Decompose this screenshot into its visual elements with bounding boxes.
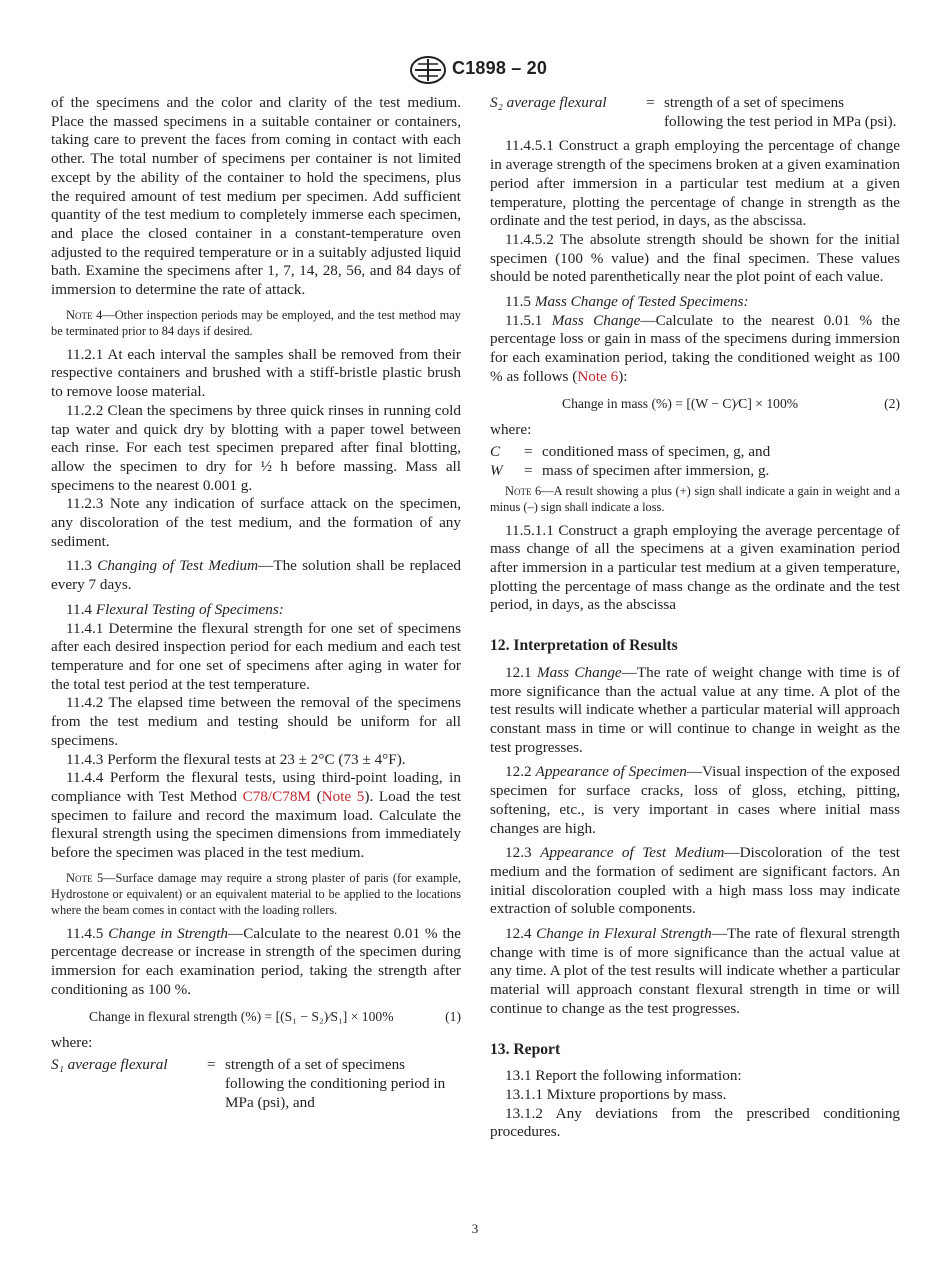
equation-2-number: (2) <box>884 395 900 411</box>
paragraph-11-3: 11.3 Changing of Test Medium—The solution shall be replaced every 7 days. <box>51 557 461 594</box>
definition-w: W = mass of specimen after immersion, g. <box>490 461 770 479</box>
note-5: Note 5—Surface damage may require a strong plaster of paris (for example, Hydrostone or equivalent) or an equivalent material to be applied to the locations where the beam comes in contact with the loading rollers. <box>51 870 461 917</box>
equation-1-text: Change in flexural strength (%) = [(S₁ − S₂)⁄S₁] × 100% <box>89 1008 394 1024</box>
left-column <box>51 94 461 1112</box>
section-12-heading: 12. Interpretation of Results <box>490 637 678 655</box>
page-header <box>0 56 950 86</box>
note-6: Note 6—A result showing a plus (+) sign shall indicate a gain in weight and a minus (–) sign shall indicate a loss. <box>490 483 900 514</box>
paragraph-11-5: 11.5 Mass Change of Tested Specimens: <box>505 293 749 311</box>
paragraph-11-4: 11.4 Flexural Testing of Specimens: <box>66 600 284 618</box>
paragraph-12-2: 12.2 Appearance of Specimen—Visual inspection of the exposed specimen for surface cracks, loss of gloss, etching, pitting, softening, etc., is very important in cases where initial mass changes are high. <box>490 763 901 837</box>
paragraph-11-4-5-1: 11.4.5.1 Construct a graph employing the percentage of change in average strength of the specimens broken at a given examination period after immersion in a particular test medium at a given temperature, plotting the percentage of change in strength as the ordinate and the test period, in days, as the abscissa. <box>490 137 900 230</box>
standard-designation: C1898 – 20 <box>452 58 548 78</box>
link-c78[interactable]: C78/C78M <box>242 787 311 805</box>
right-column <box>490 94 900 1142</box>
paragraph-13-1-2: 13.1.2 Any deviations from the prescribed conditioning procedures. <box>490 1104 900 1141</box>
paragraph-11-2-1: 11.2.1 At each interval the samples shall be removed from their respective containers and brushed with a stiff-bristle plastic brush to remove loose material. <box>51 345 461 401</box>
paragraph-11-4-1: 11.4.1 Determine the flexural strength for one set of specimens after each desired inspection period for each medium and each test temperature and for one set of specimens after aging in water for the total test period at the test temperature. <box>51 619 461 693</box>
astm-logo-icon <box>409 56 447 84</box>
paragraph-13-1: 13.1 Report the following information: <box>505 1067 742 1085</box>
paragraph-11-4-5-2: 11.4.5.2 The absolute strength should be shown for the initial specimen (100 % value) and the final specimen. These values should be noted parenthetically near the plot point of each value. <box>490 230 900 286</box>
equation-1 <box>51 1006 461 1028</box>
paragraph-11-4-3: 11.4.3 Perform the flexural tests at 23 ± 2°C (73 ± 4°F). <box>66 750 406 768</box>
definition-s1: S₁ average flexural = strength of a set of specimens following the conditioning period in MPa (psi), and <box>51 1056 446 1111</box>
link-note-5[interactable]: Note 5 <box>321 787 365 805</box>
equation-2 <box>490 393 900 415</box>
definition-c: C = conditioned mass of specimen, g, and <box>490 443 771 461</box>
paragraph-11-2-2: 11.2.2 Clean the specimens by three quick rinses in running cold tap water and quick dry by blotting with a paper towel between each rinse. For each test specimen prepared after final blotting, allow the specimen to dry for ½ h before massing. Mass all specimens to the nearest 0.001 g. <box>51 401 461 494</box>
paragraph-12-4: 12.4 Change in Flexural Strength—The rate of flexural strength change with time is of more significance than the actual value at any time. A plot of the test results will indicate whether a particular material will approach constant flexural strength in time or will continue to change as the test progresses. <box>490 925 901 1017</box>
where-label-1: where: <box>51 1033 93 1051</box>
paragraph-13-1-1: 13.1.1 Mixture proportions by mass. <box>505 1085 727 1103</box>
link-note-6[interactable]: Note 6 <box>577 367 619 385</box>
paragraph-11-5-1-1: 11.5.1.1 Construct a graph employing the average percentage of mass change of all the specimens at a given examination period after immersion in a particular test medium at a given temperature, plotting the percentage of mass change as the ordinate and the test period, in days, as the abscissa <box>490 521 900 614</box>
section-13-heading: 13. Report <box>490 1040 561 1058</box>
paragraph-11-4-5: 11.4.5 Change in Strength—Calculate to the nearest 0.01 % the percentage decrease or increase in strength of the specimen during immersion for each examination period, taking the strength after conditioning as 100 %. <box>51 924 462 998</box>
paragraph-12-3: 12.3 Appearance of Test Medium—Discoloration of the test medium and the formation of sediment are significant factors. An initial discoloration coupled with a high mass loss may indicate extraction of soluble components. <box>490 844 901 918</box>
note-4: Note 4—Other inspection periods may be employed, and the test method may be terminated prior to 84 days if desired. <box>51 307 461 338</box>
paragraph-12-1: 12.1 Mass Change—The rate of weight change with time is of more significance than the actual value at any time. A plot of the test results will indicate whether a particular material will approach constant mass in time or will continue to change in weight as the test progresses. <box>490 663 901 756</box>
paragraph-11-4-4: 11.4.4 Perform the flexural tests, using third-point loading, in compliance with Test Method C78/C78M (Note 5). Load the test specimen to failure and record the maximum load. Calculate the flexural strength using the specimen dimensions from immediately before the specimen was placed in the test medium. <box>51 769 461 862</box>
paragraph-11-2-3: 11.2.3 Note any indication of surface attack on the specimen, any discoloration of the test medium, and the formation of any sediment. <box>51 495 461 550</box>
page-number: 3 <box>471 1221 479 1236</box>
equation-1-number: (1) <box>445 1008 461 1024</box>
paragraph-11-5-1: 11.5.1 Mass Change—Calculate to the nearest 0.01 % the percentage loss or gain in mass of the specimens during immersion for each examination period, taking the conditioned weight as 100 % as follows (Note 6): <box>490 311 900 385</box>
equation-2-text: Change in mass (%) = [(W − C)⁄C] × 100% <box>562 395 799 411</box>
definition-s2: S₂ average flexural = strength of a set of specimens following the test period in MPa (psi). <box>490 94 897 130</box>
paragraph-11-4-2: 11.4.2 The elapsed time between the removal of the specimens from the test medium and testing should be uniform for all specimens. <box>51 694 461 749</box>
paragraph-continued: of the specimens and the color and clarity of the test medium. Place the massed specimens in a suitable container or containers, taking care to prevent the faces from coming in contact with each other. The total number of specimens per container is not limited except by the ability of the container to hold the specimens, plus the required amount of test medium per specimen. Add sufficient quantity of the test medium to completely immerse each specimen, and place the closed container in a constant-temperature oven adjusted to the required temperature or in a suitably adjusted liquid bath. Examine the specimens after 1, 7, 14, 28, 56, and 84 days of immersion to determine the rate of attack. <box>51 94 461 299</box>
where-label-2: where: <box>490 420 532 438</box>
